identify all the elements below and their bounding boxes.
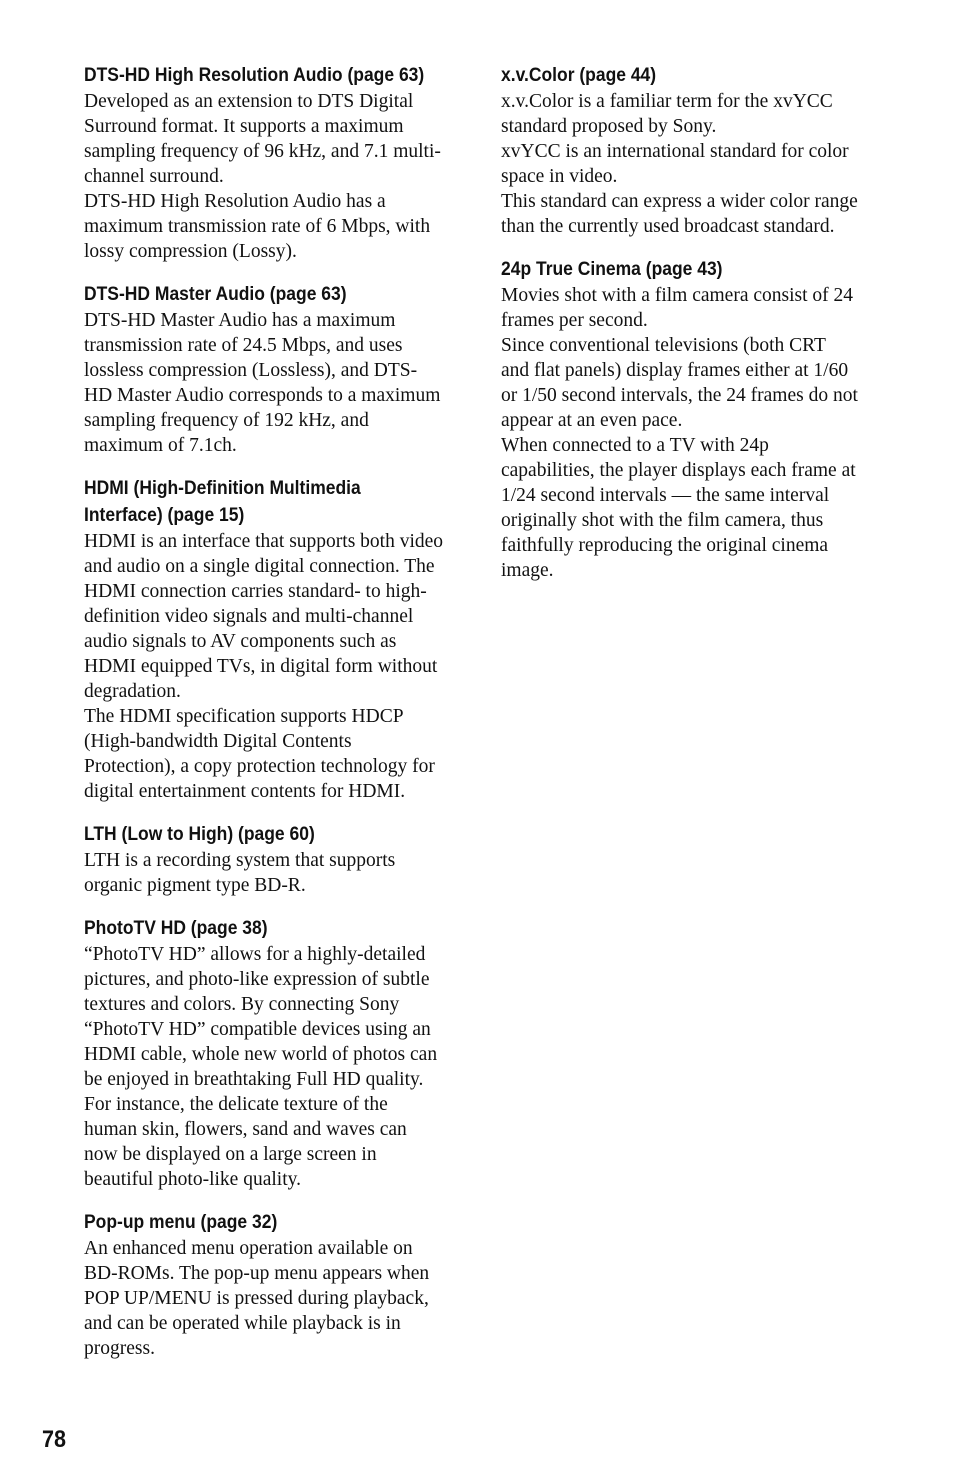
- glossary-entry-24p-true-cinema: [501, 256, 885, 583]
- glossary-entry-dts-hd-high-resolution-audio: [84, 62, 468, 264]
- glossary-entry-phototv-hd: [84, 915, 468, 1192]
- entry-paragraph: xvYCC is an international standard for color space in video.: [501, 141, 849, 187]
- entry-paragraph: Developed as an extension to DTS Digital Surround format. It supports a maximum sampling frequency of 96 kHz, and 7.1 multi- channel surround.: [84, 91, 441, 187]
- entry-paragraph: LTH is a recording system that supports organic pigment type BD-R.: [84, 850, 396, 896]
- entry-paragraph: HDMI is an interface that supports both video and audio on a single digital connection. The HDMI connection carries standard- to high- definition video signals and multi-channel audio signals to AV components such as HDMI equipped TVs, in digital form without degradation.: [84, 531, 444, 702]
- entry-title: LTH (Low to High) (page 60): [84, 824, 315, 845]
- page-number: 78: [42, 1426, 67, 1453]
- glossary-entry-lth: [84, 821, 468, 898]
- entry-paragraph: An enhanced menu operation available on BD-ROMs. The pop-up menu appears when POP UP/MENU is pressed during playback, and can be operated while playback is in progress.: [84, 1238, 430, 1359]
- entry-paragraph: The HDMI specification supports HDCP (High-bandwidth Digital Contents Protection), a copy protection technology for digital entertainment contents for HDMI.: [84, 706, 435, 802]
- entry-paragraph: DTS-HD High Resolution Audio has a maximum transmission rate of 6 Mbps, with lossy compression (Lossy).: [84, 191, 431, 262]
- entry-paragraph: Movies shot with a film camera consist of 24 frames per second.: [501, 285, 854, 331]
- entry-title: Pop-up menu (page 32): [84, 1212, 278, 1233]
- glossary-entry-dts-hd-master-audio: [84, 281, 468, 458]
- entry-title: DTS-HD High Resolution Audio (page 63): [84, 65, 425, 86]
- right-column: [501, 62, 885, 600]
- entry-paragraph: DTS-HD Master Audio has a maximum transmission rate of 24.5 Mbps, and uses lossless compression (Lossless), and DTS- HD Master Audio corresponds to a maximum sampling frequency of 192 kHz, and maximum of 7.1ch.: [84, 310, 441, 456]
- entry-paragraph: This standard can express a wider color range than the currently used broadcast standard.: [501, 191, 858, 237]
- left-column: [84, 62, 468, 1378]
- glossary-entry-pop-up-menu: [84, 1209, 468, 1361]
- entry-paragraph: x.v.Color is a familiar term for the xvYCC standard proposed by Sony.: [501, 91, 833, 137]
- entry-title: x.v.Color (page 44): [501, 65, 657, 86]
- entry-title: 24p True Cinema (page 43): [501, 259, 723, 280]
- entry-paragraph: Since conventional televisions (both CRT and flat panels) display frames either at 1/60 or 1/50 second intervals, the 24 frames do not appear at an even pace.: [501, 335, 858, 431]
- glossary-entry-hdmi: [84, 475, 468, 804]
- entry-paragraph: “PhotoTV HD” allows for a highly-detailed pictures, and photo-like expression of subtle textures and colors. By connecting Sony “PhotoTV HD” compatible devices using an HDMI cable, whole new world of photos can be enjoyed in breathtaking Full HD quality. For instance, the delicate texture of the human skin, flowers, sand and waves can now be displayed on a large screen in beautiful photo-like quality.: [84, 944, 438, 1190]
- entry-title: DTS-HD Master Audio (page 63): [84, 284, 347, 305]
- entry-title: PhotoTV HD (page 38): [84, 918, 268, 939]
- entry-paragraph: When connected to a TV with 24p capabilities, the player displays each frame at 1/24 second intervals — the same interval originally shot with the film camera, thus faithfully reproducing the original cinema image.: [501, 435, 856, 581]
- glossary-entry-xv-color: [501, 62, 885, 239]
- entry-title: HDMI (High-Definition Multimedia Interface) (page 15): [84, 478, 361, 526]
